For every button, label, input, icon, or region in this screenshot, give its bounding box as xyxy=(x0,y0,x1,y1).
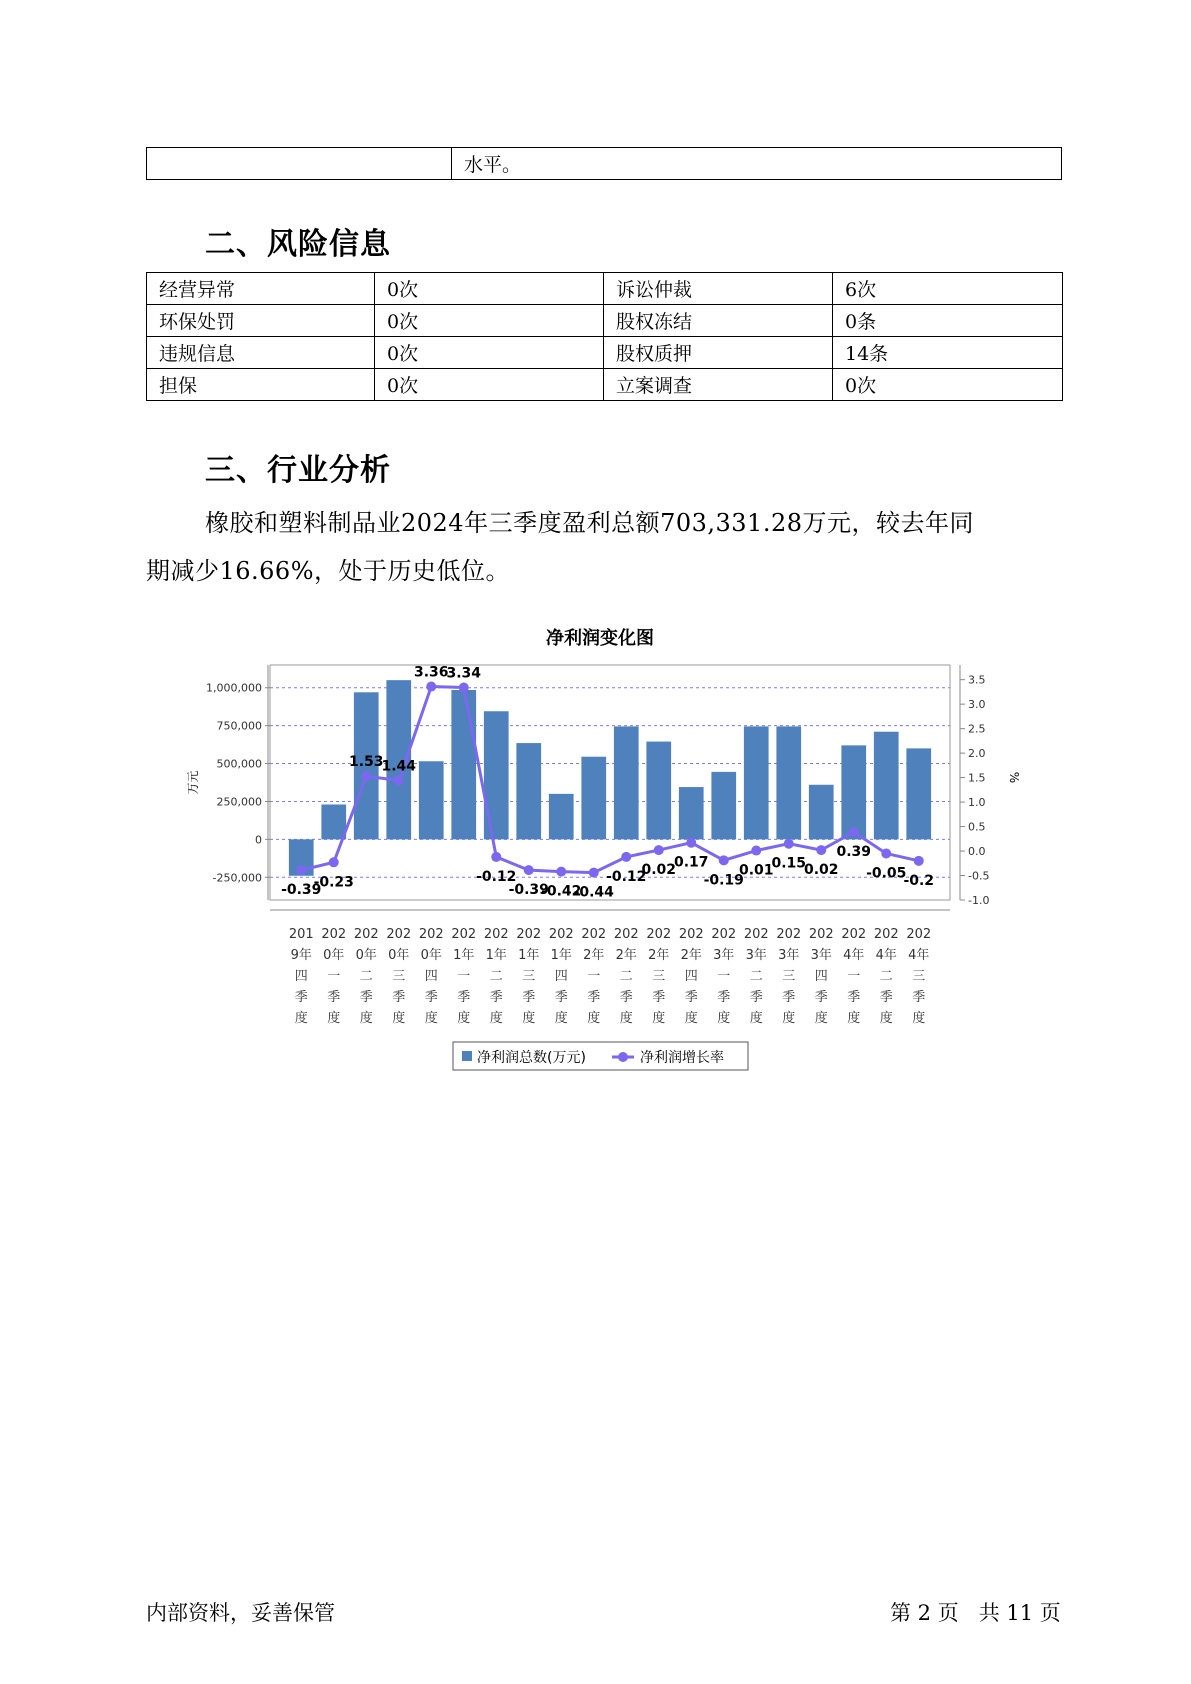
category-label: 季 xyxy=(489,990,503,1005)
growth-point xyxy=(784,839,794,849)
category-label: 1年 xyxy=(518,948,540,963)
growth-data-label: 0.01 xyxy=(738,862,774,879)
category-label: 202 xyxy=(581,927,607,942)
category-label: 0年 xyxy=(388,948,410,963)
risk-table-row xyxy=(147,305,1063,337)
bar xyxy=(776,726,801,839)
growth-point xyxy=(914,856,924,866)
category-label: 202 xyxy=(451,927,477,942)
right-tick-label: 2.0 xyxy=(968,747,986,761)
risk-table xyxy=(146,272,1063,401)
category-label: 二 xyxy=(489,969,503,984)
legend-bar-swatch xyxy=(462,1051,472,1061)
category-label: 三 xyxy=(392,969,406,984)
risk-item-value: 0次 xyxy=(833,369,1063,401)
category-label: 季 xyxy=(749,990,763,1005)
category-label: 度 xyxy=(684,1011,698,1026)
growth-data-label: -0.12 xyxy=(476,868,517,885)
bar xyxy=(874,732,899,840)
category-label: 度 xyxy=(294,1011,308,1026)
category-label: 3年 xyxy=(713,948,735,963)
right-tick-label: 3.0 xyxy=(968,698,986,712)
growth-data-label: 3.34 xyxy=(446,665,482,682)
top-table xyxy=(146,147,1062,180)
right-tick-label: 1.5 xyxy=(968,771,986,785)
risk-item-value: 0次 xyxy=(375,305,604,337)
growth-point xyxy=(816,845,826,855)
category-label: 2年 xyxy=(680,948,702,963)
category-label: 202 xyxy=(548,927,574,942)
growth-point xyxy=(881,848,891,858)
category-label: 一 xyxy=(847,969,861,984)
category-label: 二 xyxy=(359,969,373,984)
right-tick-label: 2.5 xyxy=(968,722,986,736)
category-label: 0年 xyxy=(420,948,442,963)
category-label: 季 xyxy=(814,990,828,1005)
growth-point xyxy=(296,865,306,875)
risk-item-value: 0条 xyxy=(833,305,1063,337)
bar xyxy=(581,757,606,840)
category-label: 度 xyxy=(424,1011,438,1026)
growth-data-label: 3.36 xyxy=(413,664,449,681)
risk-table-row xyxy=(147,369,1063,401)
growth-point xyxy=(686,838,696,848)
category-label: 1年 xyxy=(550,948,572,963)
category-label: 度 xyxy=(717,1011,731,1026)
category-label: 202 xyxy=(906,927,932,942)
growth-point xyxy=(459,683,469,693)
growth-data-label: 0.02 xyxy=(803,862,839,879)
bar xyxy=(614,726,639,839)
growth-point xyxy=(654,845,664,855)
bar xyxy=(419,761,444,839)
category-label: 度 xyxy=(619,1011,633,1026)
right-tick-label: 0.5 xyxy=(968,820,986,834)
left-tick-label: 750,000 xyxy=(216,719,262,733)
growth-point xyxy=(751,846,761,856)
risk-item-label: 经营异常 xyxy=(147,273,375,305)
category-label: 二 xyxy=(619,969,633,984)
growth-data-label: -0.39 xyxy=(508,882,549,899)
growth-point xyxy=(329,857,339,867)
growth-data-label: -0.19 xyxy=(703,872,744,889)
risk-item-label: 股权冻结 xyxy=(604,305,833,337)
category-label: 度 xyxy=(782,1011,796,1026)
left-tick-label: 0 xyxy=(255,833,262,847)
industry-paragraph-line1: 橡胶和塑料制品业2024年三季度盈利总额703,331.28万元，较去年同 xyxy=(205,509,974,537)
growth-point xyxy=(491,852,501,862)
bar xyxy=(646,742,671,840)
category-label: 202 xyxy=(873,927,899,942)
risk-item-value: 0次 xyxy=(375,369,604,401)
growth-point xyxy=(589,868,599,878)
risk-item-label: 股权质押 xyxy=(604,337,833,369)
category-label: 202 xyxy=(516,927,542,942)
category-label: 4年 xyxy=(908,948,930,963)
y-axis-label-right: % xyxy=(1007,771,1021,784)
category-label: 季 xyxy=(587,990,601,1005)
right-tick-label: 0.0 xyxy=(968,845,986,859)
category-label: 度 xyxy=(457,1011,471,1026)
category-label: 四 xyxy=(684,969,698,984)
category-label: 3年 xyxy=(810,948,832,963)
top-table-cell-right: 水平。 xyxy=(452,148,1062,180)
category-label: 202 xyxy=(418,927,444,942)
bar xyxy=(711,772,736,839)
category-label: 季 xyxy=(359,990,373,1005)
category-label: 202 xyxy=(776,927,802,942)
category-label: 202 xyxy=(386,927,412,942)
right-tick-label: -1.0 xyxy=(968,894,990,907)
category-label: 度 xyxy=(327,1011,341,1026)
category-label: 0年 xyxy=(355,948,377,963)
category-label: 四 xyxy=(554,969,568,984)
bar xyxy=(809,785,834,840)
category-label: 度 xyxy=(912,1011,926,1026)
category-label: 季 xyxy=(554,990,568,1005)
net-profit-chart xyxy=(0,620,1191,1090)
category-label: 202 xyxy=(646,927,672,942)
category-label: 季 xyxy=(652,990,666,1005)
category-label: 度 xyxy=(359,1011,373,1026)
category-label: 1年 xyxy=(485,948,507,963)
risk-item-label: 诉讼仲裁 xyxy=(604,273,833,305)
growth-data-label: -0.39 xyxy=(281,882,322,899)
category-label: 三 xyxy=(912,969,926,984)
category-label: 202 xyxy=(743,927,769,942)
category-label: 2年 xyxy=(615,948,637,963)
chart-title: 净利润变化图 xyxy=(546,628,654,649)
category-label: 季 xyxy=(327,990,341,1005)
growth-data-label: 0.17 xyxy=(673,854,709,871)
risk-item-value: 14条 xyxy=(833,337,1063,369)
bar xyxy=(451,690,476,839)
category-label: 四 xyxy=(424,969,438,984)
category-label: 度 xyxy=(814,1011,828,1026)
right-tick-label: 3.5 xyxy=(968,673,986,687)
category-label: 季 xyxy=(522,990,536,1005)
y-axis-label-left: 万元 xyxy=(186,770,200,795)
bar xyxy=(549,794,574,839)
category-label: 季 xyxy=(457,990,471,1005)
bar xyxy=(679,787,704,839)
category-label: 一 xyxy=(587,969,601,984)
category-label: 202 xyxy=(321,927,347,942)
growth-point xyxy=(361,771,371,781)
category-label: 季 xyxy=(684,990,698,1005)
footer-note: 内部资料，妥善保管 xyxy=(146,1601,335,1625)
category-label: 三 xyxy=(782,969,796,984)
risk-table-row xyxy=(147,273,1063,305)
category-label: 202 xyxy=(353,927,379,942)
category-label: 二 xyxy=(879,969,893,984)
risk-item-label: 担保 xyxy=(147,369,375,401)
legend-line-marker xyxy=(618,1052,628,1062)
category-label: 度 xyxy=(847,1011,861,1026)
category-label: 9年 xyxy=(290,948,312,963)
category-label: 季 xyxy=(424,990,438,1005)
bar xyxy=(744,726,769,839)
category-label: 2年 xyxy=(583,948,605,963)
category-label: 202 xyxy=(613,927,639,942)
category-label: 1年 xyxy=(453,948,475,963)
bar xyxy=(484,711,509,839)
category-label: 202 xyxy=(711,927,737,942)
top-table-cell-left xyxy=(147,148,452,180)
category-label: 2年 xyxy=(648,948,670,963)
section-title-risk: 二、风险信息 xyxy=(205,227,391,262)
category-label: 季 xyxy=(847,990,861,1005)
category-label: 度 xyxy=(392,1011,406,1026)
growth-data-label: -0.12 xyxy=(606,868,647,885)
growth-data-label: -0.23 xyxy=(313,874,354,891)
category-label: 度 xyxy=(489,1011,503,1026)
category-label: 度 xyxy=(749,1011,763,1026)
bar xyxy=(906,748,931,839)
risk-item-value: 0次 xyxy=(375,337,604,369)
category-label: 度 xyxy=(587,1011,601,1026)
growth-data-label: 1.53 xyxy=(348,754,384,771)
category-label: 三 xyxy=(522,969,536,984)
category-label: 度 xyxy=(879,1011,893,1026)
category-label: 四 xyxy=(294,969,308,984)
risk-table-row xyxy=(147,337,1063,369)
growth-point xyxy=(556,867,566,877)
growth-point xyxy=(719,855,729,865)
industry-paragraph-line2: 期减少16.66%，处于历史低位。 xyxy=(146,557,511,585)
right-tick-label: -0.5 xyxy=(968,869,990,883)
growth-point xyxy=(394,776,404,786)
left-tick-label: 250,000 xyxy=(216,795,262,809)
growth-data-label: -0.42 xyxy=(541,883,582,900)
bar xyxy=(516,743,541,839)
category-label: 202 xyxy=(483,927,509,942)
category-label: 一 xyxy=(327,969,341,984)
growth-point xyxy=(426,682,436,692)
risk-item-label: 环保处罚 xyxy=(147,305,375,337)
legend-line-label: 净利润增长率 xyxy=(640,1050,724,1066)
category-label: 4年 xyxy=(843,948,865,963)
growth-data-label: -0.2 xyxy=(903,872,935,889)
growth-data-label: 0.39 xyxy=(836,843,872,860)
growth-data-label: -0.44 xyxy=(573,884,614,901)
growth-point xyxy=(849,827,859,837)
legend-bar-label: 净利润总数(万元) xyxy=(477,1050,586,1066)
category-label: 一 xyxy=(457,969,471,984)
category-label: 度 xyxy=(522,1011,536,1026)
category-label: 度 xyxy=(652,1011,666,1026)
category-label: 4年 xyxy=(875,948,897,963)
section-title-industry: 三、行业分析 xyxy=(205,453,391,488)
category-label: 202 xyxy=(841,927,867,942)
risk-item-value: 0次 xyxy=(375,273,604,305)
category-label: 季 xyxy=(717,990,731,1005)
category-label: 季 xyxy=(294,990,308,1005)
category-label: 一 xyxy=(717,969,731,984)
left-tick-label: -250,000 xyxy=(212,871,262,885)
category-label: 3年 xyxy=(745,948,767,963)
category-label: 0年 xyxy=(323,948,345,963)
risk-item-value: 6次 xyxy=(833,273,1063,305)
category-label: 季 xyxy=(619,990,633,1005)
page-number: 第 2 页 共 11 页 xyxy=(890,1601,1061,1625)
growth-point xyxy=(621,852,631,862)
category-label: 季 xyxy=(879,990,893,1005)
bar xyxy=(321,804,346,839)
growth-data-label: -0.05 xyxy=(866,865,907,882)
growth-data-label: 1.44 xyxy=(381,758,417,775)
right-tick-label: 1.0 xyxy=(968,796,986,810)
category-label: 度 xyxy=(554,1011,568,1026)
growth-data-label: 0.15 xyxy=(771,855,807,872)
category-label: 三 xyxy=(652,969,666,984)
left-tick-label: 1,000,000 xyxy=(206,681,262,695)
category-label: 202 xyxy=(678,927,704,942)
category-label: 202 xyxy=(808,927,834,942)
category-label: 201 xyxy=(288,927,314,942)
growth-point xyxy=(524,865,534,875)
risk-item-label: 立案调查 xyxy=(604,369,833,401)
category-label: 季 xyxy=(782,990,796,1005)
category-label: 二 xyxy=(749,969,763,984)
category-label: 四 xyxy=(814,969,828,984)
bar xyxy=(841,745,866,839)
category-label: 季 xyxy=(912,990,926,1005)
category-label: 季 xyxy=(392,990,406,1005)
category-label: 3年 xyxy=(778,948,800,963)
growth-data-label: 0.02 xyxy=(641,862,677,879)
risk-item-label: 违规信息 xyxy=(147,337,375,369)
left-tick-label: 500,000 xyxy=(216,757,262,771)
